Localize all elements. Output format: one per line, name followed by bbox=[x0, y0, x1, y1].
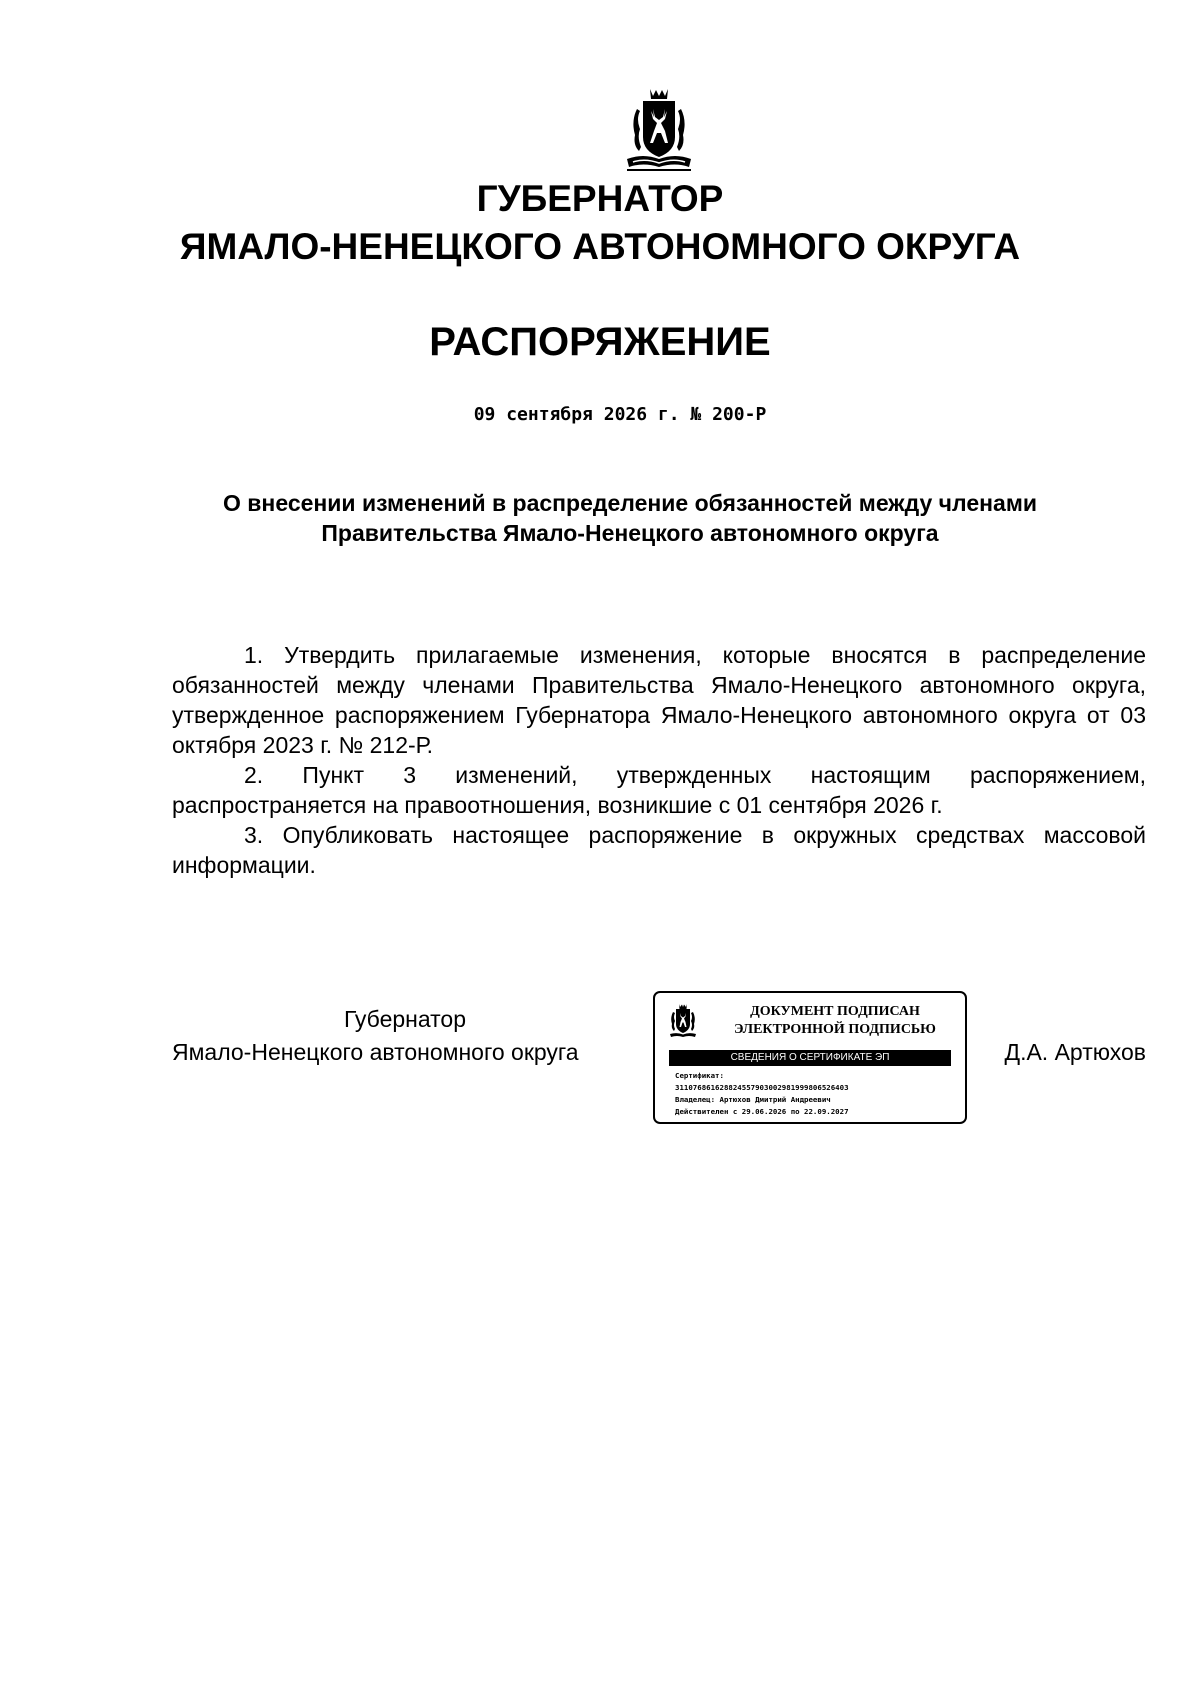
stamp-heading bbox=[715, 1003, 955, 1039]
stamp-heading-line2: ЭЛЕКТРОННОЙ ПОДПИСЬЮ bbox=[734, 1022, 936, 1037]
stamp-certificate-details bbox=[675, 1070, 960, 1118]
electronic-signature-stamp bbox=[653, 991, 967, 1124]
body-paragraph: 1. Утвердить прилагаемые изменения, которые вносятся в распределение обязанностей между членами Правительства Ямало-Ненецкого автономного округа, утвержденное распоряжением Губернатора Ямало-Ненецкого автономного округа от 03 октября 2023 г. № 212-Р. bbox=[172, 642, 1146, 758]
header-title: ГУБЕРНАТОР bbox=[476, 178, 724, 219]
document-date-number: 09 сентября 2026 г. № 200-Р bbox=[473, 404, 767, 425]
coat-of-arms-icon bbox=[623, 87, 695, 173]
coat-of-arms-icon bbox=[669, 1003, 697, 1039]
document-body bbox=[172, 640, 1146, 880]
stamp-certificate-number: 311076861628824557903002981999806526403 bbox=[675, 1083, 849, 1092]
signatory-name: Д.А. Артюхов bbox=[1004, 1039, 1146, 1065]
stamp-owner: Владелец: Артюхов Дмитрий Андреевич bbox=[675, 1095, 831, 1104]
signatory-title-line1: Губернатор bbox=[343, 1006, 467, 1032]
stamp-heading-line1: ДОКУМЕНТ ПОДПИСАН bbox=[750, 1004, 920, 1019]
body-paragraph: 2. Пункт 3 изменений, утвержденных настоящим распоряжением, распространяется на правоотношения, возникшие с 01 сентября 2026 г. bbox=[172, 762, 1146, 818]
stamp-certificate-bar: СВЕДЕНИЯ О СЕРТИФИКАТЕ ЭП bbox=[669, 1050, 951, 1066]
document-subject: О внесении изменений в распределение обязанностей между членами Правительства Ямало-Ненецкого автономного округа bbox=[223, 490, 1037, 546]
stamp-certificate-label: Сертификат: bbox=[675, 1071, 724, 1080]
signatory-title bbox=[172, 1003, 638, 1069]
header-subtitle: ЯМАЛО-НЕНЕЦКОГО АВТОНОМНОГО ОКРУГА bbox=[179, 226, 1021, 267]
stamp-validity: Действителен с 29.06.2026 по 22.09.2027 bbox=[675, 1107, 849, 1116]
signatory-title-line2: Ямало-Ненецкого автономного округа bbox=[172, 1039, 579, 1065]
body-paragraph: 3. Опубликовать настоящее распоряжение в окружных средствах массовой информации. bbox=[172, 822, 1146, 878]
document-type: РАСПОРЯЖЕНИЕ bbox=[429, 320, 771, 364]
